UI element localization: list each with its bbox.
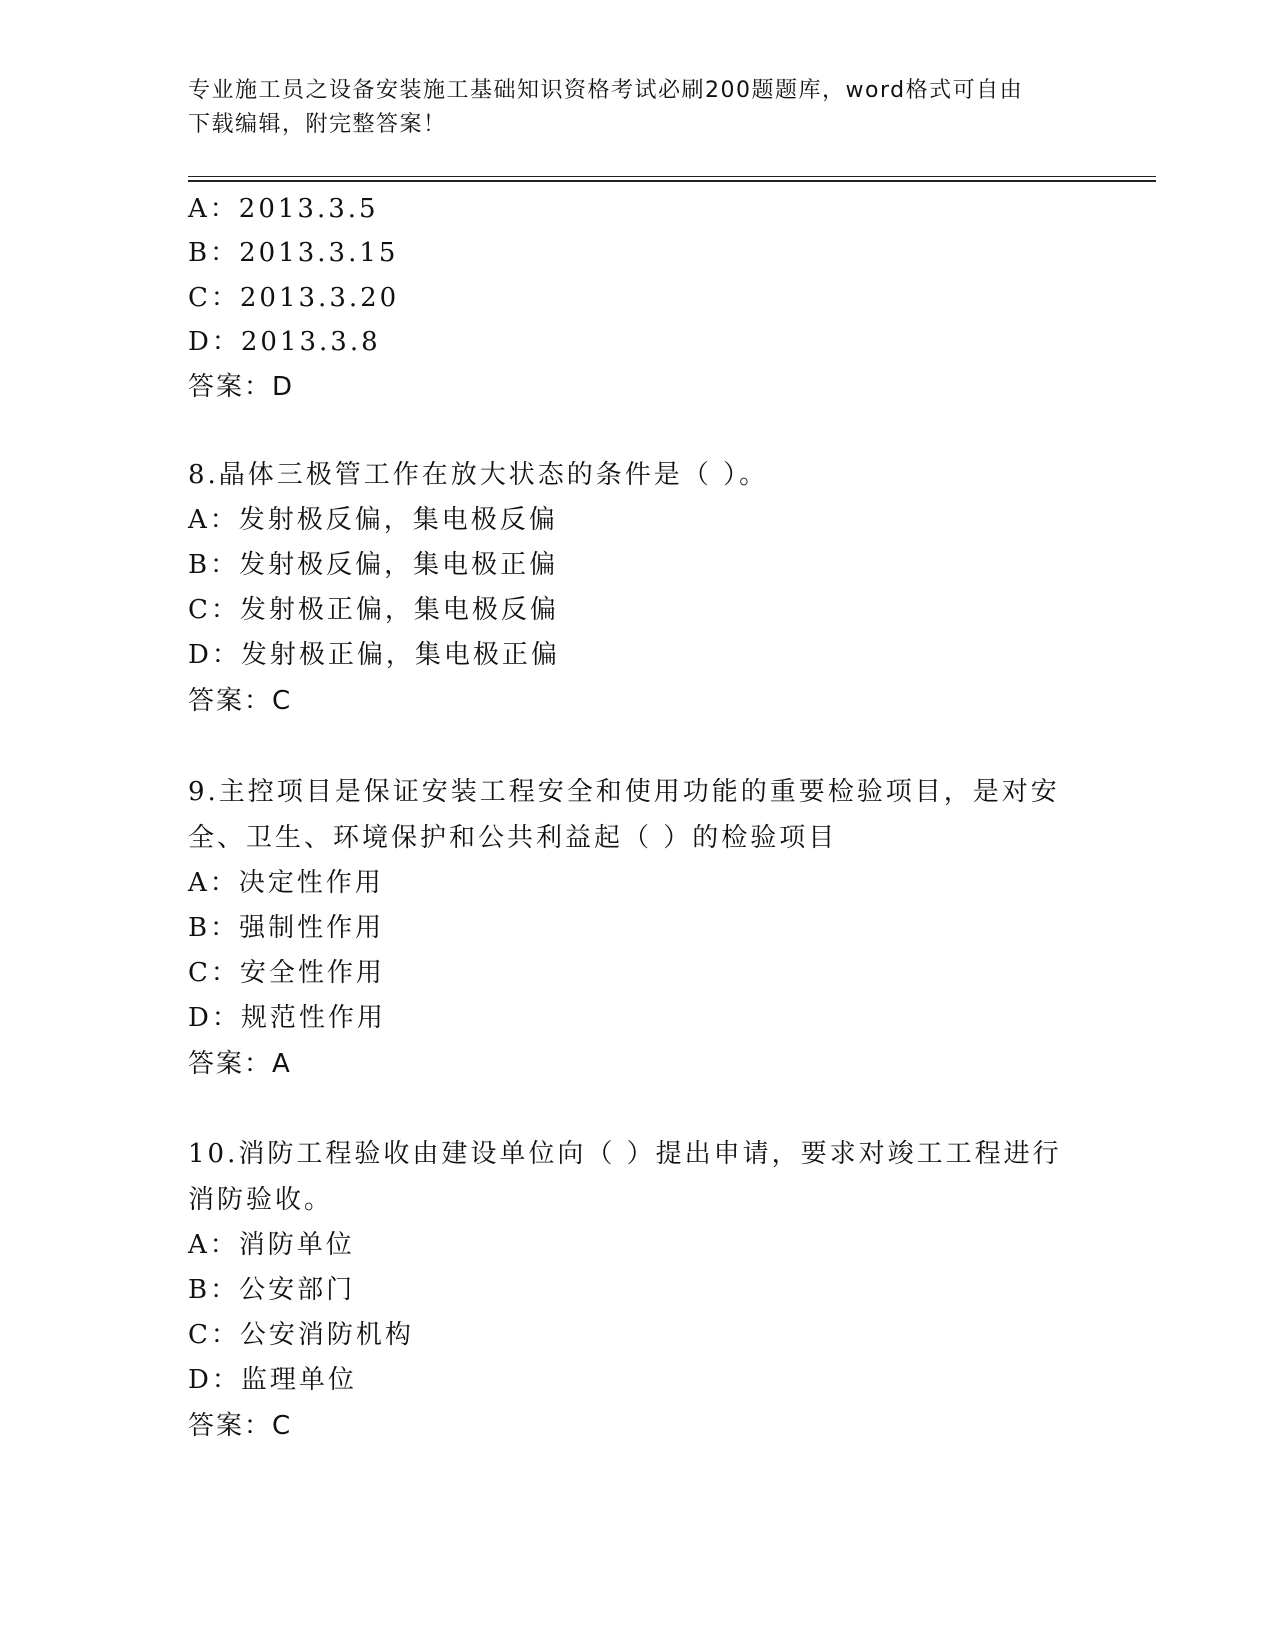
header-divider-thick (188, 180, 1156, 182)
q9-option-a: A：决定性作用 (188, 868, 384, 898)
q9-answer: 答案：A (188, 1049, 292, 1079)
q7-option-c: C：2013.3.20 (188, 283, 400, 313)
q9-option-b: B：强制性作用 (188, 913, 385, 943)
header-line-2: 下载编辑，附完整答案！ (188, 112, 447, 137)
q10-stem-line-1: 10.消防工程验收由建设单位向（ ）提出申请，要求对竣工工程进行 (188, 1139, 1062, 1169)
q8-stem: 8.晶体三极管工作在放大状态的条件是（ ）。 (188, 460, 769, 490)
q9-option-c: C：安全性作用 (188, 958, 385, 988)
q8-option-a: A：发射极反偏，集电极反偏 (188, 505, 558, 535)
q8-answer: 答案：C (188, 686, 293, 716)
q9-stem-line-2: 全、卫生、环境保护和公共利益起（ ）的检验项目 (188, 823, 838, 853)
q7-answer: 答案：D (188, 372, 295, 402)
q10-option-a: A：消防单位 (188, 1230, 355, 1260)
q8-option-c: C：发射极正偏，集电极反偏 (188, 595, 559, 625)
q10-option-d: D：监理单位 (188, 1365, 357, 1395)
q7-option-b: B：2013.3.15 (188, 238, 399, 268)
q10-option-c: C：公安消防机构 (188, 1320, 414, 1350)
q10-stem-line-2: 消防验收。 (188, 1185, 334, 1215)
q8-option-d: D：发射极正偏，集电极正偏 (188, 640, 560, 670)
header-line-1: 专业施工员之设备安装施工基础知识资格考试必刷200题题库，word格式可自由 (188, 78, 1024, 103)
q10-answer: 答案：C (188, 1411, 293, 1441)
header-divider-thin (188, 176, 1156, 177)
q9-stem-line-1: 9.主控项目是保证安装工程安全和使用功能的重要检验项目，是对安 (188, 777, 1060, 807)
q7-option-a: A：2013.3.5 (188, 194, 379, 224)
q7-option-d: D：2013.3.8 (188, 327, 381, 357)
q8-option-b: B：发射极反偏，集电极正偏 (188, 550, 559, 580)
q10-option-b: B：公安部门 (188, 1275, 356, 1305)
q9-option-d: D：规范性作用 (188, 1003, 386, 1033)
document-header (188, 74, 1088, 142)
